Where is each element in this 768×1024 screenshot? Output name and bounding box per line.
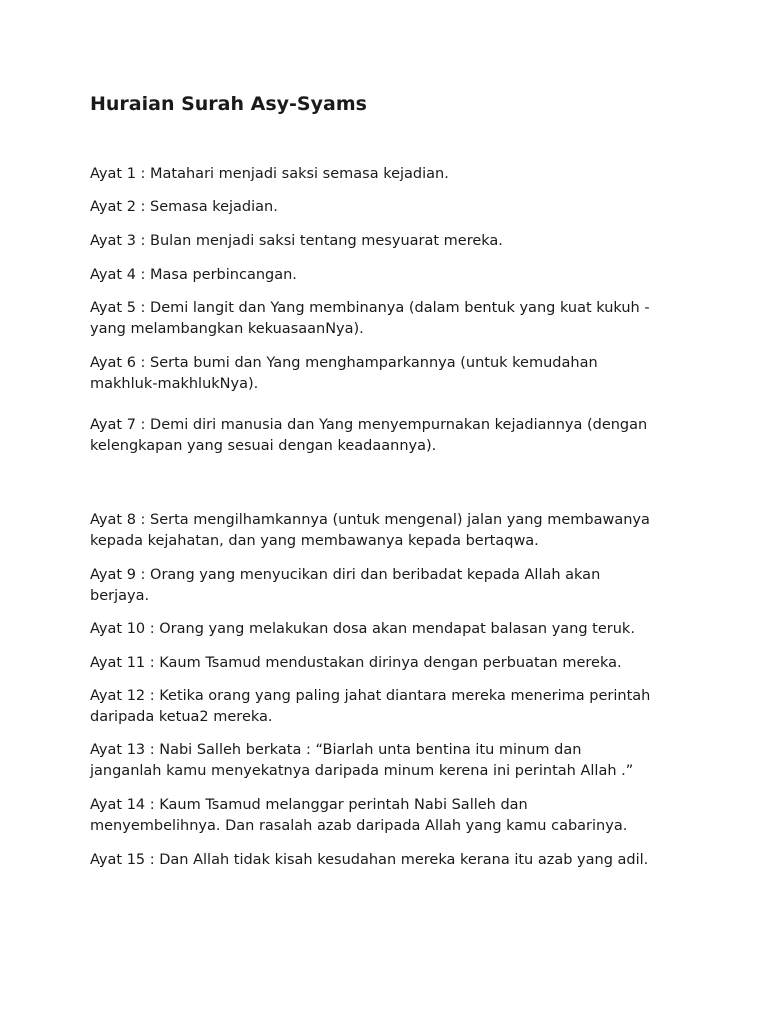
verse-line: Ayat 13 : Nabi Salleh berkata : “Biarlah unta bentina itu minum dan: [90, 742, 582, 758]
verse-line: menyembelihnya. Dan rasalah azab daripada Allah yang kamu cabarinya.: [90, 818, 628, 834]
verse-11: [90, 653, 690, 674]
verse-line: Ayat 5 : Demi langit dan Yang membinanya (dalam bentuk yang kuat kukuh -: [90, 300, 650, 316]
verse-1: [90, 164, 690, 185]
verse-line: Ayat 14 : Kaum Tsamud melanggar perintah Nabi Salleh dan: [90, 797, 528, 813]
verse-line: Ayat 4 : Masa perbincangan.: [90, 267, 297, 283]
verse-2: [90, 197, 690, 218]
verse-line: berjaya.: [90, 588, 150, 604]
verse-3: [90, 231, 690, 252]
verse-12: [90, 686, 690, 728]
verse-line: Ayat 8 : Serta mengilhamkannya (untuk mengenal) jalan yang membawanya: [90, 512, 650, 528]
verse-line: Ayat 1 : Matahari menjadi saksi semasa kejadian.: [90, 166, 449, 182]
verse-line: Ayat 6 : Serta bumi dan Yang menghamparkannya (untuk kemudahan: [90, 355, 598, 371]
verse-line: Ayat 12 : Ketika orang yang paling jahat diantara mereka menerima perintah: [90, 688, 651, 704]
verse-line: makhluk-makhlukNya).: [90, 376, 259, 392]
verse-line: kelengkapan yang sesuai dengan keadaannya).: [90, 438, 437, 454]
verse-13: [90, 740, 690, 782]
verse-5: [90, 298, 690, 340]
verse-14: [90, 795, 690, 837]
verse-8: [90, 510, 690, 552]
verse-line: Ayat 3 : Bulan menjadi saksi tentang mesyuarat mereka.: [90, 233, 503, 249]
verse-line: janganlah kamu menyekatnya daripada minum kerena ini perintah Allah .”: [90, 763, 634, 779]
document-title: Huraian Surah Asy-Syams: [90, 93, 367, 115]
verse-9: [90, 565, 690, 607]
verse-7: [90, 415, 690, 457]
verse-line: Ayat 7 : Demi diri manusia dan Yang menyempurnakan kejadiannya (dengan: [90, 417, 648, 433]
verse-line: yang melambangkan kekuasaanNya).: [90, 321, 364, 337]
verse-15: [90, 850, 690, 871]
verse-6: [90, 353, 690, 395]
verse-line: daripada ketua2 mereka.: [90, 709, 273, 725]
verse-line: Ayat 9 : Orang yang menyucikan diri dan beribadat kepada Allah akan: [90, 567, 601, 583]
verse-line: Ayat 10 : Orang yang melakukan dosa akan mendapat balasan yang teruk.: [90, 621, 635, 637]
verse-4: [90, 265, 690, 286]
verse-line: Ayat 2 : Semasa kejadian.: [90, 199, 278, 215]
verse-line: Ayat 15 : Dan Allah tidak kisah kesudahan mereka kerana itu azab yang adil.: [90, 852, 649, 868]
verse-line: Ayat 11 : Kaum Tsamud mendustakan dirinya dengan perbuatan mereka.: [90, 655, 622, 671]
verse-10: [90, 619, 690, 640]
verse-line: kepada kejahatan, dan yang membawanya kepada bertaqwa.: [90, 533, 539, 549]
